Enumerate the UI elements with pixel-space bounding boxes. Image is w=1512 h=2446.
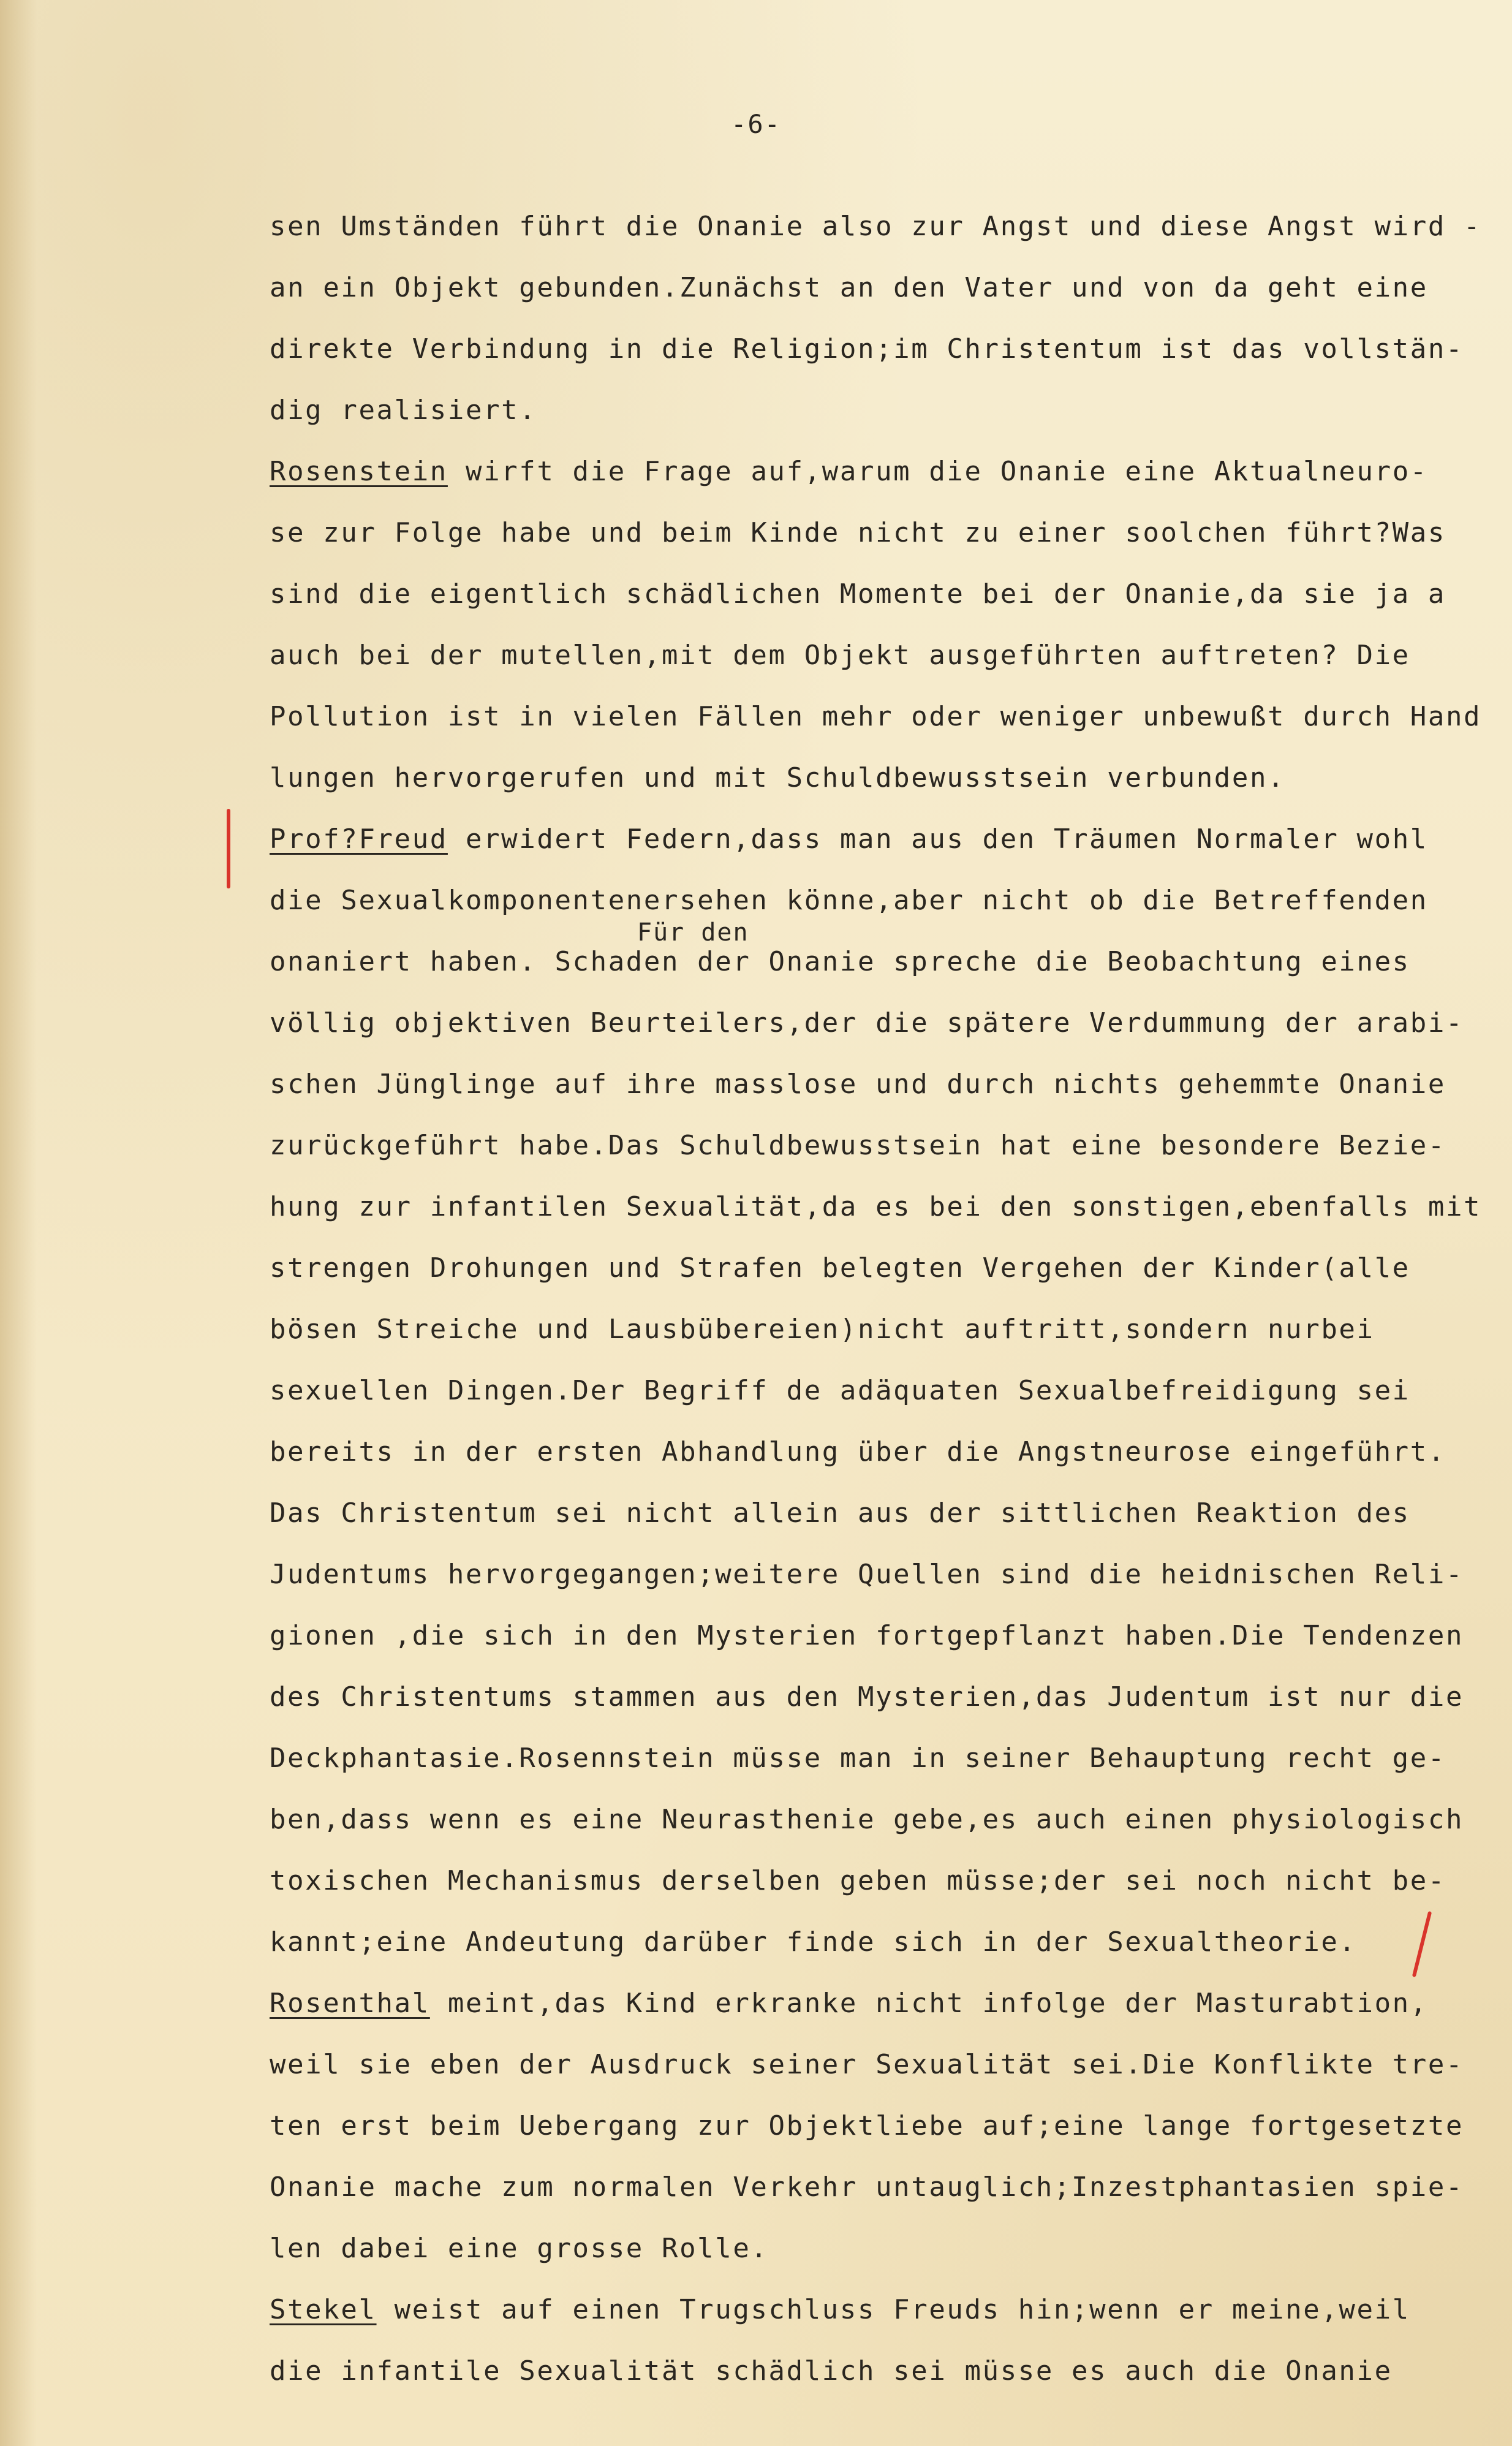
line-text: strengen Drohungen und Strafen belegten Vergehen der Kinder(alle	[270, 1252, 1410, 1284]
speaker-name: Prof?Freud	[270, 824, 448, 855]
text-line	[270, 319, 1501, 380]
line-text: Pollution ist in vielen Fällen mehr oder weniger unbewußt durch Hand	[270, 701, 1482, 732]
line-text: weist auf einen Trugschluss Freuds hin;wenn er meine,weil	[376, 2294, 1410, 2325]
line-text: kannt;eine Andeutung darüber finde sich in der Sexualtheorie.	[270, 1926, 1357, 1958]
line-text: erwidert Federn,dass man aus den Träumen Normaler wohl	[447, 824, 1428, 855]
text-line	[270, 2341, 1501, 2402]
text-line	[270, 1483, 1501, 1544]
text-line	[270, 1544, 1501, 1605]
text-line	[270, 918, 1501, 993]
line-text: sind die eigentlich schädlichen Momente bei der Onanie,da sie ja a	[270, 578, 1446, 610]
text-line	[270, 564, 1501, 625]
text-line	[270, 993, 1501, 1054]
line-text: hung zur infantilen Sexualität,da es bei den sonstigen,ebenfalls mit	[270, 1191, 1482, 1222]
page-number: -6-	[731, 109, 781, 139]
text-line	[270, 2218, 1501, 2279]
line-text: ten erst beim Uebergang zur Objektliebe auf;eine lange fortgesetzte	[270, 2110, 1464, 2141]
line-text: lungen hervorgerufen und mit Schuldbewusstsein verbunden.	[270, 762, 1286, 793]
red-margin-mark	[227, 809, 230, 888]
line-text: wirft die Frage auf,warum die Onanie eine Aktualneuro-	[447, 456, 1428, 487]
text-line	[270, 257, 1501, 319]
line-text: Onanie mache zum normalen Verkehr untauglich;Inzestphantasien spie-	[270, 2171, 1464, 2203]
text-line	[270, 1850, 1501, 1912]
text-line	[270, 1973, 1501, 2034]
line-text: direkte Verbindung in die Religion;im Christentum ist das vollstän-	[270, 333, 1464, 365]
text-line	[270, 1422, 1501, 1483]
text-line	[270, 2034, 1501, 2096]
line-text: bösen Streiche und Lausbübereien)nicht auftritt,sondern nurbei	[270, 1314, 1375, 1345]
line-text: sen Umständen führt die Onanie also zur Angst und diese Angst wird -	[270, 211, 1482, 242]
text-line	[270, 1115, 1501, 1176]
text-line	[270, 1360, 1501, 1422]
text-line	[270, 1605, 1501, 1667]
text-line	[270, 502, 1501, 564]
speaker-name: Rosenthal	[270, 1988, 430, 2019]
text-line	[270, 441, 1501, 502]
line-text: dig realisiert.	[270, 395, 537, 426]
line-text: Judentums hervorgegangen;weitere Quellen sind die heidnischen Reli-	[270, 1559, 1464, 1590]
line-text: Deckphantasie.Rosennstein müsse man in seiner Behauptung recht ge-	[270, 1743, 1446, 1774]
text-line	[270, 1728, 1501, 1789]
line-text: schen Jünglinge auf ihre masslose und durch nichts gehemmte Onanie	[270, 1069, 1446, 1100]
line-text: toxischen Mechanismus derselben geben müsse;der sei noch nicht be-	[270, 1865, 1446, 1896]
interlinear-insertion: Für den	[637, 918, 749, 947]
line-text: weil sie eben der Ausdruck seiner Sexualität sei.Die Konflikte tre-	[270, 2049, 1464, 2080]
text-line	[270, 1789, 1501, 1850]
line-text: zurückgeführt habe.Das Schuldbewusstsein hat eine besondere Bezie-	[270, 1130, 1446, 1161]
paper-edge-shadow	[0, 0, 37, 2446]
line-text: völlig objektiven Beurteilers,der die spätere Verdummung der arabi-	[270, 1007, 1464, 1039]
line-text: gionen ,die sich in den Mysterien fortgepflanzt haben.Die Tendenzen	[270, 1620, 1464, 1651]
line-text: meint,das Kind erkranke nicht infolge der Masturabtion,	[429, 1988, 1428, 2019]
text-line	[270, 1912, 1501, 1973]
line-text: sexuellen Dingen.Der Begriff de adäquaten Sexualbefreidigung sei	[270, 1375, 1410, 1406]
text-line	[270, 2157, 1501, 2218]
text-line	[270, 2096, 1501, 2157]
text-line	[270, 1054, 1501, 1115]
line-text: des Christentums stammen aus den Mysterien,das Judentum ist nur die	[270, 1681, 1464, 1713]
line-text: len dabei eine grosse Rolle.	[270, 2233, 769, 2264]
text-line	[270, 1176, 1501, 1238]
text-line	[270, 196, 1501, 257]
text-line	[270, 1299, 1501, 1360]
text-line	[270, 686, 1501, 748]
line-text: auch bei der mutellen,mit dem Objekt ausgeführten auftreten? Die	[270, 640, 1410, 671]
line-text: bereits in der ersten Abhandlung über die Angstneurose eingeführt.	[270, 1436, 1446, 1467]
text-line	[270, 2279, 1501, 2341]
line-text: die Sexualkomponentenersehen könne,aber nicht ob die Betreffenden	[270, 885, 1428, 916]
line-text: se zur Folge habe und beim Kinde nicht zu einer soolchen führt?Was	[270, 517, 1446, 548]
line-text: Das Christentum sei nicht allein aus der sittlichen Reaktion des	[270, 1498, 1410, 1529]
text-line	[270, 809, 1501, 870]
speaker-name: Rosenstein	[270, 456, 448, 487]
text-line	[270, 380, 1501, 441]
speaker-name: Stekel	[270, 2294, 377, 2325]
body-text	[270, 196, 1501, 2402]
line-text: ben,dass wenn es eine Neurasthenie gebe,es auch einen physiologisch	[270, 1804, 1464, 1835]
text-line	[270, 625, 1501, 686]
line-text: an ein Objekt gebunden.Zunächst an den Vater und von da geht eine	[270, 272, 1428, 303]
text-line	[270, 870, 1501, 931]
text-line	[270, 748, 1501, 809]
line-text: die infantile Sexualität schädlich sei müsse es auch die Onanie	[270, 2355, 1393, 2387]
text-line	[270, 1667, 1501, 1728]
line-text: onaniert haben. Schaden der Onanie spreche die Beobachtung eines	[270, 946, 1410, 977]
text-line	[270, 1238, 1501, 1299]
